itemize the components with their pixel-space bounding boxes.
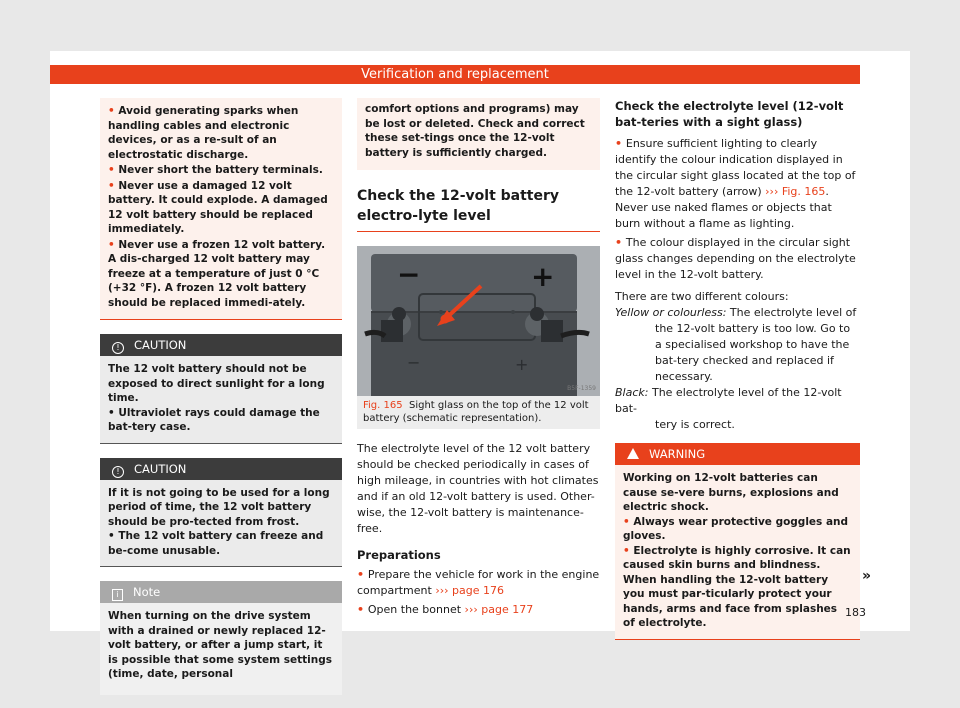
column-1: [100, 98, 342, 695]
note-continuation: comfort options and programs) may be lost or deleted. Check and correct these set-tings once the 12-volt battery is sufficiently charged.: [357, 98, 600, 170]
warning-text: Working on 12-volt batteries can cause se-vere burns, explosions and electric shock.: [623, 472, 839, 513]
paragraph: The electrolyte level of the 12 volt battery should be checked periodically in cases of high mileage, in countries with hot climates and if an old 12-volt battery is used. Other-wise, the 12-volt battery is maintenance-free.: [357, 442, 599, 535]
caution-bullet: • Ultraviolet rays could damage the bat-tery case.: [108, 406, 320, 433]
svg-text:+: +: [515, 355, 529, 374]
warning-item: • Avoid generating sparks when handling cables and electronic devices, or as a re-sult of an electrostatic discharge.: [108, 105, 299, 161]
bullet-item: • Ensure sufficient lighting to clearly identify the colour indication displayed in the circular sight glass located at the top of the 12-volt battery (arrow) ››› Fig. 165. Never use naked flames or objects that burn without a flame as lighting.: [615, 137, 856, 230]
warning-label: WARNING: [649, 447, 706, 461]
warning-item: • Never use a frozen 12 volt battery. A dis-charged 12 volt battery may freeze at a temperature of just 0 °C (+32 °F). A frozen 12 volt battery should be replaced immedi-ately.: [108, 238, 326, 309]
caution-label: CAUTION: [134, 461, 187, 476]
colours-intro: There are two different colours:: [615, 290, 789, 303]
caution-box-2: [100, 458, 342, 568]
warning-item: • Never short the battery terminals.: [108, 164, 323, 176]
caution-icon: !: [112, 342, 124, 354]
caution-box-1: [100, 334, 342, 444]
page-link[interactable]: ››› page 176: [435, 584, 504, 597]
prep-item: • Prepare the vehicle for work in the engine compartment ››› page 176: [357, 568, 600, 597]
warning-item: • Always wear protective goggles and gloves.: [623, 515, 849, 542]
warning-box: [615, 443, 860, 640]
figure-code: B5F-1359: [567, 385, 596, 392]
section-title: Check the 12-volt battery electro-lyte level: [357, 186, 600, 232]
caution-text: The 12 volt battery should not be exposed to direct sunlight for a long time.: [108, 363, 325, 404]
note-label: Note: [133, 585, 161, 599]
battery-figure: [357, 246, 600, 396]
figure-link[interactable]: ››› Fig. 165: [765, 185, 826, 198]
continue-arrow: »: [862, 568, 872, 584]
page-header: Verification and replacement: [50, 65, 860, 84]
svg-text:−: −: [407, 353, 421, 372]
page-link[interactable]: ››› page 177: [464, 603, 534, 616]
definition-yellow: Yellow or colourless: The electrolyte level of the 12-volt battery is too low. Go to a specialised workshop to have the bat-tery checked and replaced if necessary.: [615, 306, 857, 383]
note-text: When turning on the drive system with a drained or newly replaced 12-volt battery, or after a jump start, it is possible that some system settings (time, date, personal: [100, 603, 342, 695]
bullet-item: • The colour displayed in the circular sight glass changes depending on the electrolyte level in the 12-volt battery.: [615, 236, 856, 281]
svg-text:−: −: [397, 258, 421, 291]
caution-text: If it is not going to be used for a long period of time, the 12 volt battery should be pro-tected from frost.: [108, 486, 330, 528]
column-2: [357, 98, 600, 618]
svg-text:+: +: [531, 260, 555, 293]
battery-illustration: [357, 246, 600, 396]
subsection-heading: Check the electrolyte level (12-volt bat-teries with a sight glass): [615, 99, 844, 129]
page-number: 183: [845, 606, 866, 619]
preparations-heading: Preparations: [357, 548, 441, 562]
column-3: [615, 98, 860, 640]
prep-item: • Open the bonnet ››› page 177: [357, 603, 534, 616]
figure-caption: Fig. 165 Sight glass on the top of the 12 volt battery (schematic representation).: [357, 396, 600, 429]
note-box: [100, 581, 342, 695]
warning-triangle-icon: [627, 448, 639, 459]
warning-continuation-box: [100, 98, 342, 320]
warning-item: • Electrolyte is highly corrosive. It can caused skin burns and blindness. When handling the 12-volt battery you must par-ticularly protect your hands, arms and face from splashes of electrolyte.: [623, 544, 851, 629]
caution-icon: !: [112, 466, 124, 478]
warning-item: • Never use a damaged 12 volt battery. It could explode. A damaged 12 volt battery should be replaced immediately.: [108, 179, 328, 235]
info-icon: i: [112, 589, 123, 601]
definition-black: Black: The electrolyte level of the 12-volt bat- tery is correct.: [615, 386, 842, 431]
caution-bullet: • The 12 volt battery can freeze and be-come unusable.: [108, 530, 324, 557]
caution-label: CAUTION: [134, 338, 187, 352]
